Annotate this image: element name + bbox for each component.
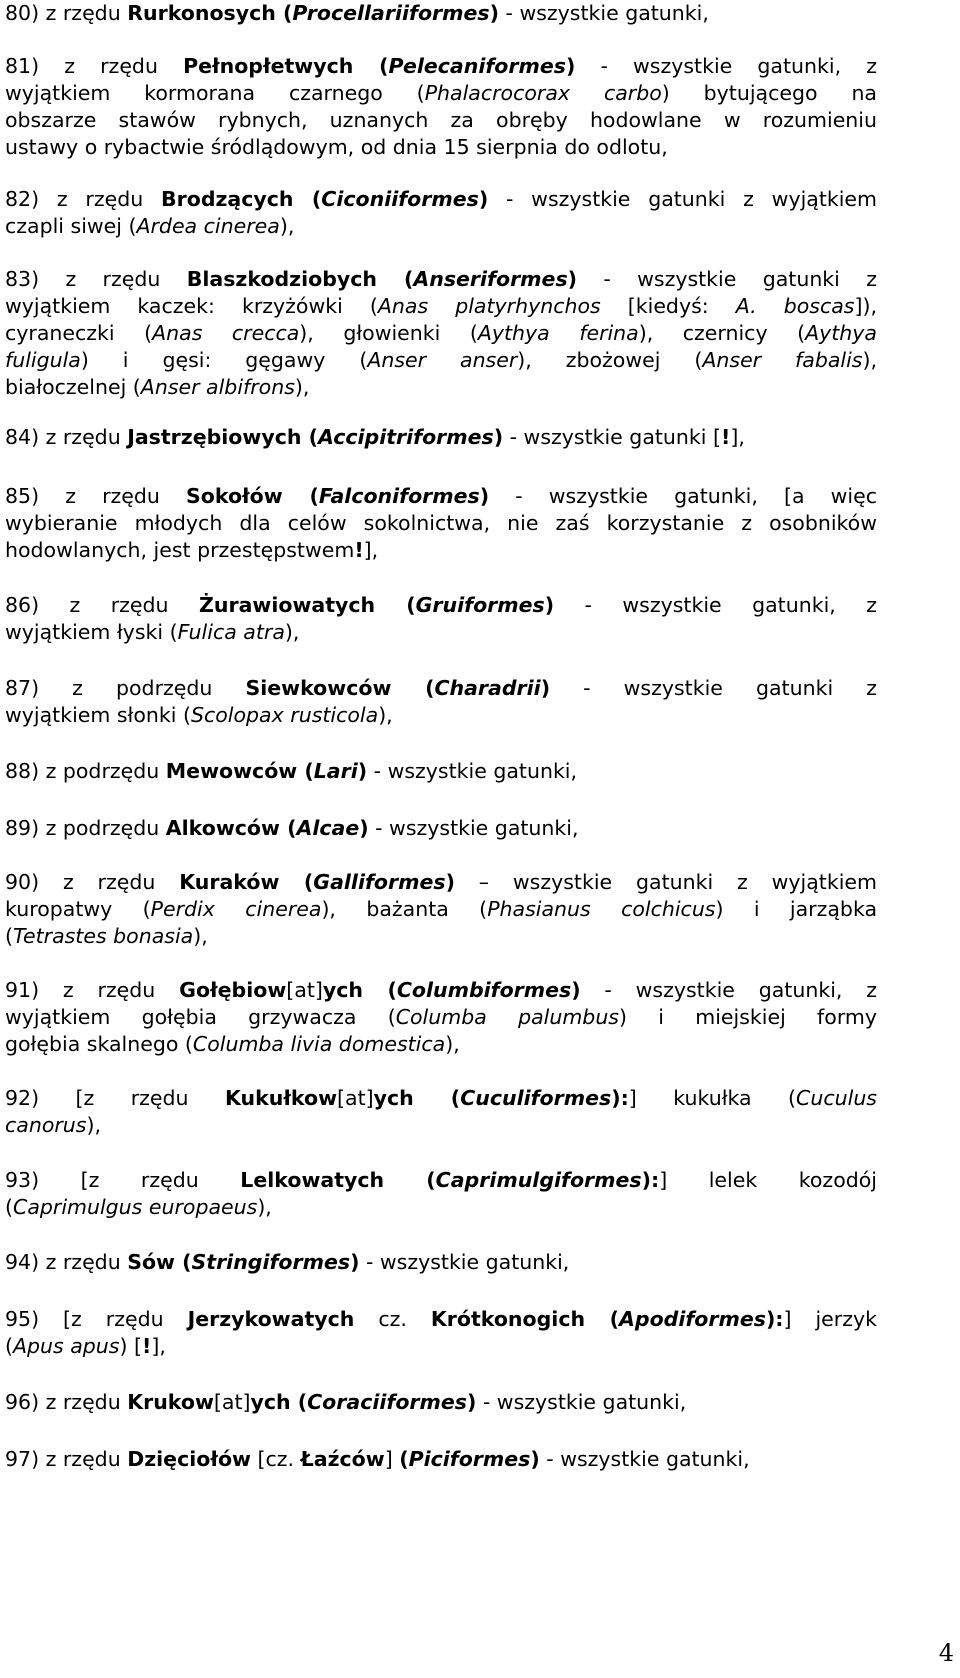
latin-name-text: Anseriformes: [413, 267, 568, 291]
order-name-text: !: [142, 1334, 152, 1358]
text-span: ]),: [854, 294, 878, 318]
latin-name-text: Caprimulgiformes: [435, 1168, 642, 1192]
order-name-text: Gołębiow: [179, 978, 287, 1002]
order-name-text: Brodzących (: [161, 187, 322, 211]
order-name-text: ): [359, 816, 369, 840]
text-span: 95) [z rzędu: [5, 1307, 188, 1331]
paragraph-86: [5, 592, 877, 646]
order-name-text: !: [354, 538, 364, 562]
text-line: [5, 1333, 877, 1360]
latin-name-text: Piciformes: [408, 1447, 531, 1471]
order-name-text: Alkowców (: [165, 816, 297, 840]
latin-name-text: Phasianus colchicus: [487, 897, 716, 921]
latin-name-text: Aythya ferina: [477, 321, 639, 345]
text-span: obszarze stawów rybnych, uznanych za obręby hodowlane w rozumieniu: [5, 108, 877, 132]
order-name-text: ): [489, 1, 500, 25]
paragraph-97: [5, 1446, 877, 1473]
text-span: ]: [384, 1447, 400, 1471]
text-span: ),: [279, 214, 295, 238]
text-span: wyjątkiem łyski (: [5, 620, 178, 644]
text-span: ), czernicy (: [638, 321, 806, 345]
text-span: - wszystkie gatunki z: [550, 676, 877, 700]
text-line: [5, 347, 877, 374]
text-line: [5, 815, 877, 842]
latin-name-text: Scolopax rusticola: [190, 703, 379, 727]
latin-name-text: Cuculiformes: [460, 1086, 612, 1110]
text-line: [5, 758, 877, 785]
order-name-text: Siewkowców (: [245, 676, 435, 700]
text-span: 92) [z rzędu: [5, 1086, 225, 1110]
paragraph-92: [5, 1085, 877, 1139]
text-span: [at]: [337, 1086, 374, 1110]
text-line: [5, 80, 877, 107]
text-span: ],: [730, 425, 745, 449]
text-span: 85) z rzędu: [5, 484, 187, 508]
text-span: 93) [z rzędu: [5, 1168, 241, 1192]
latin-name-text: Gruiformes: [415, 593, 545, 617]
text-span: - wszystkie gatunki,: [539, 1447, 750, 1471]
order-name-text: Kukułkow: [224, 1086, 338, 1110]
order-name-text: Sokołów (: [186, 484, 319, 508]
order-name-text: ych (: [322, 978, 397, 1002]
text-span: [cz.: [250, 1447, 301, 1471]
text-span: wyjątkiem gołębia grzywacza (: [5, 1005, 396, 1029]
order-name-text: ): [478, 187, 489, 211]
latin-name-text: A. boscas: [735, 294, 855, 318]
text-span: 90) z rzędu: [5, 870, 180, 894]
text-span: ), głowienki (: [299, 321, 478, 345]
text-line: [5, 1249, 877, 1276]
order-name-text: Lelkowatych (: [240, 1168, 436, 1192]
text-span: (: [5, 1195, 13, 1219]
text-span: cyraneczki (: [5, 321, 153, 345]
latin-name-text: canorus: [5, 1113, 87, 1137]
text-span: - wszystkie gatunki, [a więc: [489, 484, 877, 508]
text-span: 83) z rzędu: [5, 267, 187, 291]
paragraph-93: [5, 1167, 877, 1221]
text-span: ),: [294, 375, 310, 399]
text-span: ), bażanta (: [321, 897, 488, 921]
latin-name-text: Cuculus: [796, 1086, 877, 1110]
latin-name-text: Tetrastes bonasia: [13, 924, 194, 948]
text-line: [5, 374, 877, 401]
text-span: ),: [193, 924, 208, 948]
text-line: [5, 0, 877, 27]
text-line: [5, 537, 877, 564]
text-span: - wszystkie gatunki,: [368, 816, 579, 840]
order-name-text: ): [567, 267, 578, 291]
latin-name-text: Procellariiformes: [292, 1, 490, 25]
latin-name-text: Galliformes: [313, 870, 446, 894]
text-span: ),: [86, 1113, 101, 1137]
latin-name-text: Ardea cinerea: [136, 214, 280, 238]
latin-name-text: Fulica atra: [177, 620, 285, 644]
text-span: wyjątkiem kormorana czarnego (: [5, 81, 425, 105]
order-name-text: ): [565, 54, 576, 78]
order-name-text: Jastrzębiowych (: [127, 425, 318, 449]
text-line: [5, 510, 877, 537]
text-line: [5, 320, 877, 347]
text-line: [5, 266, 877, 293]
text-span: wyjątkiem kaczek: krzyżówki (: [5, 294, 378, 318]
text-span: - wszystkie gatunki [: [503, 425, 721, 449]
latin-name-text: Anser anser: [367, 348, 518, 372]
paragraph-87: [5, 675, 877, 729]
order-name-text: Dzięciołów: [127, 1447, 251, 1471]
latin-name-text: Phalacrocorax carbo: [424, 81, 662, 105]
paragraph-89: [5, 815, 877, 842]
text-span: (: [5, 1334, 13, 1358]
text-line: [5, 592, 877, 619]
text-span: ),: [284, 620, 300, 644]
text-span: ) i gęsi: gęgawy (: [80, 348, 368, 372]
text-span: ),: [445, 1032, 460, 1056]
order-name-text: Rurkonosych (: [127, 1, 293, 25]
latin-name-text: Apus apus: [13, 1334, 120, 1358]
order-name-text: ): [530, 1447, 540, 1471]
latin-name-text: Anser albifrons: [140, 375, 295, 399]
text-span: cz.: [354, 1307, 431, 1331]
latin-name-text: fuligula: [5, 348, 81, 372]
text-line: [5, 186, 877, 213]
paragraph-91: [5, 977, 877, 1058]
latin-name-text: Ciconiiformes: [321, 187, 479, 211]
latin-name-text: Anas crecca: [152, 321, 300, 345]
text-span: - wszystkie gatunki z wyjątkiem: [488, 187, 878, 211]
text-line: [5, 702, 877, 729]
order-name-text: ): [467, 1390, 477, 1414]
text-span: 97) z rzędu: [5, 1447, 128, 1471]
order-name-text: ): [357, 759, 368, 783]
latin-name-text: Charadrii: [434, 676, 541, 700]
order-name-text: Kuraków (: [179, 870, 314, 894]
text-span: 81) z rzędu: [5, 54, 184, 78]
paragraph-95: [5, 1306, 877, 1360]
order-name-text: ):: [611, 1086, 629, 1110]
text-span: [at]: [286, 978, 323, 1002]
latin-name-text: Anser fabalis: [702, 348, 863, 372]
order-name-text: Pełnopłetwych (: [183, 54, 389, 78]
text-span: białoczelnej (: [5, 375, 141, 399]
latin-name-text: Apodiformes: [619, 1307, 766, 1331]
order-name-text: Krukow: [127, 1390, 214, 1414]
text-span: – wszystkie gatunki z wyjątkiem: [454, 870, 877, 894]
text-span: ), zbożowej (: [517, 348, 703, 372]
text-span: 84) z rzędu: [5, 425, 128, 449]
latin-name-text: Anas platyrhynchos: [377, 294, 601, 318]
latin-name-text: Caprimulgus europaeus: [13, 1195, 258, 1219]
text-line: [5, 675, 877, 702]
text-span: [kiedyś:: [600, 294, 736, 318]
text-span: ] kukułka (: [628, 1086, 797, 1110]
text-span: 96) z rzędu: [5, 1390, 128, 1414]
paragraph-85: [5, 483, 877, 564]
order-name-text: (: [399, 1447, 409, 1471]
text-span: ) i jarząbka: [715, 897, 878, 921]
latin-name-text: Coraciiformes: [307, 1390, 467, 1414]
text-line: [5, 1306, 877, 1333]
text-span: - wszystkie gatunki,: [359, 1250, 570, 1274]
text-span: ),: [257, 1195, 272, 1219]
text-span: ustawy o rybactwie śródlądowym, od dnia 15 sierpnia do odlotu,: [5, 135, 668, 159]
text-line: [5, 923, 877, 950]
text-span: - wszystkie gatunki z: [577, 267, 877, 291]
text-span: ],: [151, 1334, 166, 1358]
latin-name-text: Accipitriformes: [317, 425, 494, 449]
order-name-text: ych (: [250, 1390, 308, 1414]
text-span: - wszystkie gatunki,: [367, 759, 578, 783]
text-line: [5, 213, 877, 240]
text-span: 80) z rzędu: [5, 1, 128, 25]
text-span: 94) z rzędu: [5, 1250, 128, 1274]
paragraph-81: [5, 53, 877, 161]
text-line: [5, 869, 877, 896]
order-name-text: ):: [641, 1168, 660, 1192]
paragraph-82: [5, 186, 877, 240]
text-line: [5, 134, 877, 161]
order-name-text: !: [721, 425, 731, 449]
text-span: (: [5, 924, 13, 948]
order-name-text: Łaźców: [300, 1447, 385, 1471]
text-span: 91) z rzędu: [5, 978, 180, 1002]
text-span: ) bytującego na: [661, 81, 877, 105]
text-line: [5, 1389, 877, 1416]
latin-name-text: Columba palumbus: [395, 1005, 619, 1029]
text-span: ),: [862, 348, 877, 372]
text-line: [5, 483, 877, 510]
text-span: - wszystkie gatunki, z: [554, 593, 877, 617]
text-span: 87) z podrzędu: [5, 676, 246, 700]
latin-name-text: Stringiformes: [191, 1250, 351, 1274]
text-line: [5, 293, 877, 320]
text-span: 86) z rzędu: [5, 593, 200, 617]
text-span: wyjątkiem słonki (: [5, 703, 191, 727]
text-span: ] jerzyk: [783, 1307, 877, 1331]
paragraph-80: [5, 0, 877, 27]
latin-name-text: Columba livia domestica: [192, 1032, 446, 1056]
latin-name-text: Alcae: [296, 816, 360, 840]
text-span: - wszystkie gatunki, z: [580, 978, 877, 1002]
order-name-text: ych (: [373, 1086, 461, 1110]
order-name-text: ): [350, 1250, 360, 1274]
text-span: 82) z rzędu: [5, 187, 161, 211]
order-name-text: Mewowców (: [165, 759, 314, 783]
text-line: [5, 619, 877, 646]
text-span: 89) z podrzędu: [5, 816, 166, 840]
order-name-text: ):: [765, 1307, 784, 1331]
text-span: ),: [378, 703, 393, 727]
paragraph-90: [5, 869, 877, 950]
order-name-text: ): [571, 978, 581, 1002]
text-span: - wszystkie gatunki,: [499, 1, 709, 25]
text-line: [5, 1085, 877, 1112]
text-line: [5, 1194, 877, 1221]
latin-name-text: Columbiformes: [396, 978, 572, 1002]
order-name-text: Jerzykowatych: [187, 1307, 355, 1331]
text-line: [5, 1167, 877, 1194]
order-name-text: Żurawiowatych (: [199, 593, 416, 617]
text-line: [5, 53, 877, 80]
text-line: [5, 107, 877, 134]
order-name-text: ): [540, 676, 551, 700]
text-span: - wszystkie gatunki,: [476, 1390, 687, 1414]
text-span: wybieranie młodych dla celów sokolnictwa, nie zaś korzystanie z osobników: [5, 511, 877, 535]
text-span: kuropatwy (: [5, 897, 151, 921]
order-name-text: ): [493, 425, 504, 449]
text-line: [5, 424, 877, 451]
latin-name-text: Aythya: [805, 321, 877, 345]
order-name-text: ): [544, 593, 555, 617]
text-line: [5, 1446, 877, 1473]
paragraph-96: [5, 1389, 877, 1416]
order-name-text: Krótkonogich (: [430, 1307, 620, 1331]
paragraph-94: [5, 1249, 877, 1276]
text-line: [5, 1031, 877, 1058]
text-span: gołębia skalnego (: [5, 1032, 193, 1056]
text-span: ) i miejskiej formy: [619, 1005, 877, 1029]
text-span: ],: [363, 538, 379, 562]
paragraph-88: [5, 758, 877, 785]
page-number: 4: [938, 1639, 954, 1667]
order-name-text: Blaszkodziobych (: [186, 267, 414, 291]
text-span: czapli siwej (: [5, 214, 137, 238]
text-span: 88) z podrzędu: [5, 759, 166, 783]
paragraph-84: [5, 424, 877, 451]
text-line: [5, 1004, 877, 1031]
text-span: ] lelek kozodój: [659, 1168, 877, 1192]
text-span: ) [: [119, 1334, 142, 1358]
order-name-text: ): [479, 484, 490, 508]
order-name-text: ): [445, 870, 455, 894]
text-line: [5, 896, 877, 923]
order-name-text: Sów (: [127, 1250, 192, 1274]
text-line: [5, 977, 877, 1004]
text-span: - wszystkie gatunki, z: [575, 54, 877, 78]
paragraph-83: [5, 266, 877, 401]
text-span: [at]: [213, 1390, 251, 1414]
text-span: hodowlanych, jest przestępstwem: [5, 538, 355, 562]
latin-name-text: Lari: [313, 759, 358, 783]
latin-name-text: Falconiformes: [318, 484, 480, 508]
text-line: [5, 1112, 877, 1139]
latin-name-text: Pelecaniformes: [388, 54, 566, 78]
latin-name-text: Perdix cinerea: [150, 897, 322, 921]
